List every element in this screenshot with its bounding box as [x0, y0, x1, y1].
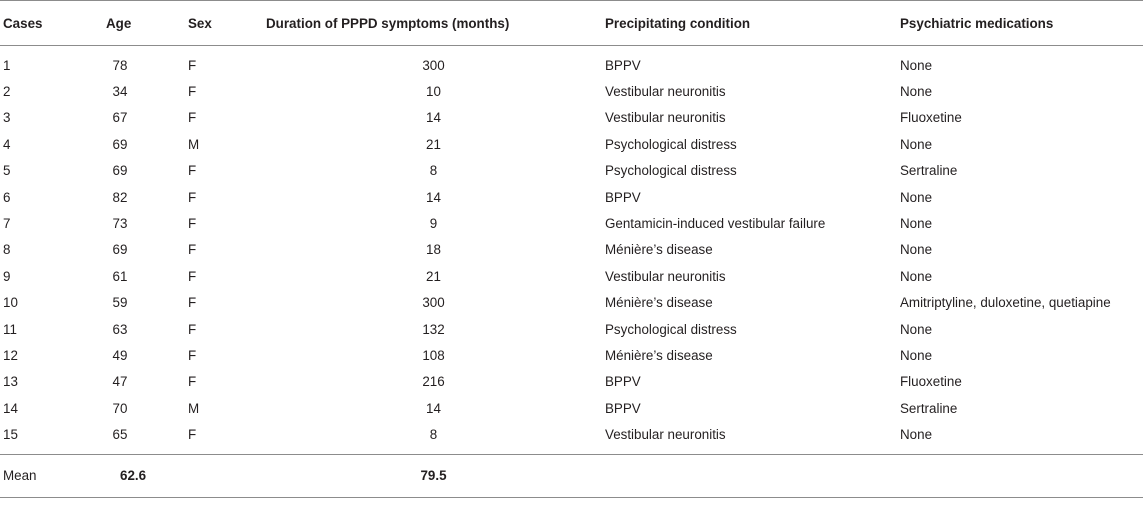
cell-duration: 21 — [426, 136, 441, 152]
cell-duration: 108 — [422, 347, 445, 363]
cell-precipitating: Ménière’s disease — [605, 242, 713, 258]
cell-case: 11 — [3, 321, 17, 337]
cell-age: 69 — [112, 136, 128, 152]
cell-precipitating: Gentamicin-induced vestibular failure — [605, 216, 826, 232]
cell-medications: None — [900, 347, 933, 363]
cell-duration: 8 — [429, 163, 438, 179]
cell-case: 8 — [3, 242, 11, 258]
cell-medications: None — [900, 321, 933, 337]
cell-case: 9 — [3, 268, 11, 284]
cell-precipitating: Vestibular neuronitis — [605, 84, 726, 100]
cell-age: 67 — [112, 110, 128, 126]
cell-medications: Sertraline — [900, 400, 958, 416]
cell-medications: None — [900, 136, 933, 152]
cell-medications: None — [900, 189, 933, 205]
cell-sex: F — [188, 295, 197, 311]
cell-precipitating: Ménière’s disease — [605, 347, 713, 363]
cell-sex: F — [188, 268, 197, 284]
cell-age: 63 — [112, 321, 128, 337]
header-cases: Cases — [0, 1, 103, 46]
cell-case: 5 — [3, 163, 11, 179]
table-row — [0, 78, 1143, 104]
table-row — [0, 395, 1143, 421]
mean-label: Mean — [0, 454, 103, 497]
cell-case: 1 — [3, 57, 11, 73]
cell-precipitating: Psychological distress — [605, 136, 737, 152]
table-footer — [0, 454, 1143, 497]
cell-duration: 300 — [422, 295, 445, 311]
cell-age: 34 — [112, 84, 128, 100]
cell-sex: F — [188, 427, 197, 443]
table-row — [0, 158, 1143, 184]
cell-medications: Amitriptyline, duloxetine, quetiapine — [900, 295, 1111, 311]
cell-sex: F — [188, 216, 197, 232]
cell-age: 61 — [112, 268, 128, 284]
cell-case: 10 — [3, 295, 18, 311]
table-body — [0, 46, 1143, 455]
cell-duration: 300 — [422, 57, 445, 73]
cell-medications: Sertraline — [900, 163, 958, 179]
table-row — [0, 237, 1143, 263]
header-medications: Psychiatric medications — [897, 1, 1143, 46]
cell-age: 65 — [112, 427, 128, 443]
header-sex: Sex — [185, 1, 265, 46]
table-row — [0, 210, 1143, 236]
cell-case: 2 — [3, 84, 11, 100]
cell-medications: None — [900, 427, 933, 443]
cell-precipitating: Vestibular neuronitis — [605, 110, 726, 126]
cell-age: 73 — [112, 216, 128, 232]
cell-case: 6 — [3, 189, 11, 205]
header-duration: Duration of PPPD symptoms (months) — [265, 1, 602, 46]
cell-case: 3 — [3, 110, 11, 126]
cell-duration: 14 — [426, 189, 441, 205]
table-row — [0, 184, 1143, 210]
table-row — [0, 263, 1143, 289]
cell-age: 70 — [112, 400, 128, 416]
table-header — [0, 1, 1143, 46]
cell-sex: F — [188, 189, 197, 205]
cell-sex: F — [188, 242, 197, 258]
cell-precipitating: Vestibular neuronitis — [605, 427, 726, 443]
cell-medications: None — [900, 57, 933, 73]
table-row — [0, 105, 1143, 131]
cell-case: 14 — [3, 400, 18, 416]
mean-row — [0, 454, 1143, 497]
mean-medications-empty — [897, 454, 1143, 497]
table-row — [0, 369, 1143, 395]
cell-duration: 216 — [422, 374, 445, 390]
cell-duration: 14 — [426, 110, 441, 126]
table-row — [0, 131, 1143, 157]
mean-sex-empty — [185, 454, 265, 497]
cell-duration: 18 — [426, 242, 441, 258]
table-row — [0, 290, 1143, 316]
cell-precipitating: BPPV — [605, 189, 641, 205]
cell-sex: F — [188, 163, 197, 179]
cell-sex: M — [188, 400, 200, 416]
cell-precipitating: Psychological distress — [605, 163, 737, 179]
cell-case: 12 — [3, 347, 18, 363]
cell-age: 69 — [112, 163, 128, 179]
cell-age: 49 — [112, 347, 128, 363]
cell-medications: None — [900, 216, 933, 232]
cell-medications: None — [900, 268, 933, 284]
cell-sex: F — [188, 57, 197, 73]
cell-duration: 132 — [422, 321, 445, 337]
mean-precipitating-empty — [602, 454, 897, 497]
cell-sex: M — [188, 136, 200, 152]
mean-duration-value: 79.5 — [265, 454, 602, 497]
cell-duration: 9 — [429, 216, 438, 232]
cell-precipitating: BPPV — [605, 374, 641, 390]
cell-sex: F — [188, 321, 197, 337]
cell-duration: 21 — [426, 268, 441, 284]
table-row — [0, 421, 1143, 454]
cell-sex: F — [188, 347, 197, 363]
cell-sex: F — [188, 374, 197, 390]
cell-medications: None — [900, 242, 933, 258]
cell-precipitating: BPPV — [605, 57, 641, 73]
cell-precipitating: BPPV — [605, 400, 641, 416]
cell-duration: 10 — [426, 84, 441, 100]
header-precipitating: Precipitating condition — [602, 1, 897, 46]
header-row — [0, 1, 1143, 46]
cell-case: 13 — [3, 374, 18, 390]
cell-duration: 14 — [426, 400, 441, 416]
cell-duration: 8 — [429, 427, 438, 443]
cell-medications: None — [900, 84, 933, 100]
cell-age: 47 — [112, 374, 128, 390]
cell-case: 15 — [3, 427, 18, 443]
cell-case: 7 — [3, 216, 11, 232]
cell-case: 4 — [3, 136, 11, 152]
cell-sex: F — [188, 84, 197, 100]
header-age: Age — [103, 1, 185, 46]
cell-precipitating: Vestibular neuronitis — [605, 268, 726, 284]
cell-precipitating: Ménière’s disease — [605, 295, 713, 311]
cell-medications: Fluoxetine — [900, 374, 962, 390]
cell-age: 82 — [112, 189, 128, 205]
cell-age: 78 — [112, 57, 128, 73]
cell-sex: F — [188, 110, 197, 126]
table-row — [0, 342, 1143, 368]
cell-precipitating: Psychological distress — [605, 321, 737, 337]
table-row — [0, 46, 1143, 79]
table-row — [0, 316, 1143, 342]
cell-medications: Fluoxetine — [900, 110, 962, 126]
cell-age: 69 — [112, 242, 128, 258]
cell-age: 59 — [112, 295, 128, 311]
mean-age-value: 62.6 — [103, 454, 185, 497]
